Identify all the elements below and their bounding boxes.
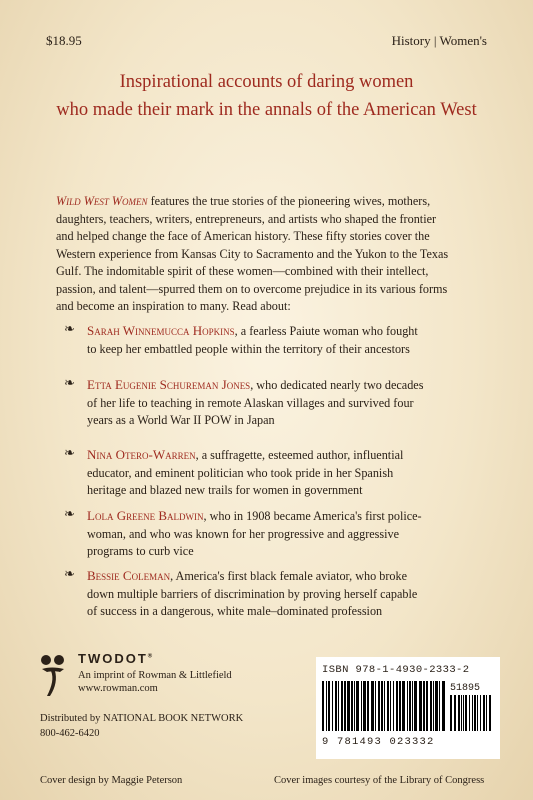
category: History | Women's	[391, 33, 487, 48]
intro-line: Western experience from Kansas City to Sacramento and the Yukon to the Texas	[56, 246, 449, 261]
headline-line-2: who made their mark in the annals of the American West	[56, 100, 477, 120]
imprint-block	[78, 669, 232, 695]
book-title: Wild West Women	[56, 194, 148, 208]
intro-line: Gulf. The indomitable spirit of these women—combined with their intellect,	[56, 264, 429, 278]
fleuron-icon: ❧	[64, 445, 75, 460]
phone-number: 800-462-6420	[40, 728, 100, 739]
isbn-label: ISBN 978-1-4930-2333-2	[322, 664, 470, 676]
publisher-brand: TWODOT®	[78, 651, 153, 666]
bullet-line: of success in a dangerous, white male–dominated profession	[87, 604, 383, 618]
headline-line-1: Inspirational accounts of daring women	[119, 72, 414, 92]
fleuron-icon: ❧	[64, 506, 75, 521]
bullet-name: Etta Eugenie Schureman Jones	[87, 377, 251, 392]
bullet-name: Nina Otero-Warren	[87, 447, 196, 462]
bullet-name: Sarah Winnemucca Hopkins	[87, 323, 235, 338]
bullet-line: , a suffragette, esteemed author, influential	[195, 448, 404, 462]
fleuron-icon: ❧	[64, 566, 75, 581]
intro-line: and become an inspiration to many. Read about:	[56, 299, 291, 313]
intro-paragraph	[56, 193, 496, 316]
imprint-line: An imprint of Rowman & Littlefield	[78, 670, 232, 681]
headline	[0, 68, 533, 124]
intro-line: and helped change the face of American history. These fifty stories cover the	[56, 229, 430, 243]
bullet-line: heritage and blazed new trails for women in government	[87, 483, 363, 497]
image-credit: Cover images courtesy of the Library of Congress	[274, 775, 485, 786]
price: $18.95	[46, 33, 82, 48]
bullet-line: , a fearless Paiute woman who fought	[234, 324, 418, 338]
design-credit: Cover design by Maggie Peterson	[40, 775, 183, 786]
bullet-line: down multiple barriers of discrimination by proving herself capable	[87, 586, 418, 601]
intro-line: passion, and talent—spurred them on to overcome prejudice in its various forms	[56, 281, 448, 296]
trademark: ®	[147, 653, 153, 660]
fleuron-icon: ❧	[64, 375, 75, 390]
bullet-line: woman, and who was known for her progressive and aggressive	[87, 526, 400, 541]
bullet-line: programs to curb vice	[87, 544, 194, 558]
barcode-digits: 9 781493 023332	[322, 736, 435, 748]
bullet-line: years as a World War II POW in Japan	[87, 413, 275, 427]
bullet-line: , America's first black female aviator, who broke	[170, 569, 407, 583]
bullet-line: of her life to teaching in remote Alaskan villages and survived four	[87, 395, 414, 410]
bullet-line: , who in 1908 became America's first police-	[203, 509, 422, 523]
website-link[interactable]: www.rowman.com	[78, 683, 158, 694]
bullet-line: , who dedicated nearly two decades	[250, 378, 424, 392]
intro-line: features the true stories of the pioneering wives, mothers,	[147, 194, 431, 208]
intro-line: daughters, teachers, writers, entrepreneurs, and artists who shaped the frontier	[56, 211, 437, 226]
bullet-name: Lola Greene Baldwin	[87, 508, 204, 523]
bullet-line: educator, and eminent politician who took pride in her Spanish	[87, 465, 394, 480]
twodot-logo-icon	[38, 652, 68, 698]
distribution-block	[40, 711, 243, 741]
bullet-name: Bessie Coleman	[87, 568, 171, 583]
bullet-line: to keep her embattled people within the territory of their ancestors	[87, 341, 410, 356]
fleuron-icon: ❧	[64, 321, 75, 336]
barcode-supplement: 51895	[450, 683, 481, 694]
distributor: Distributed by NATIONAL BOOK NETWORK	[40, 713, 244, 724]
